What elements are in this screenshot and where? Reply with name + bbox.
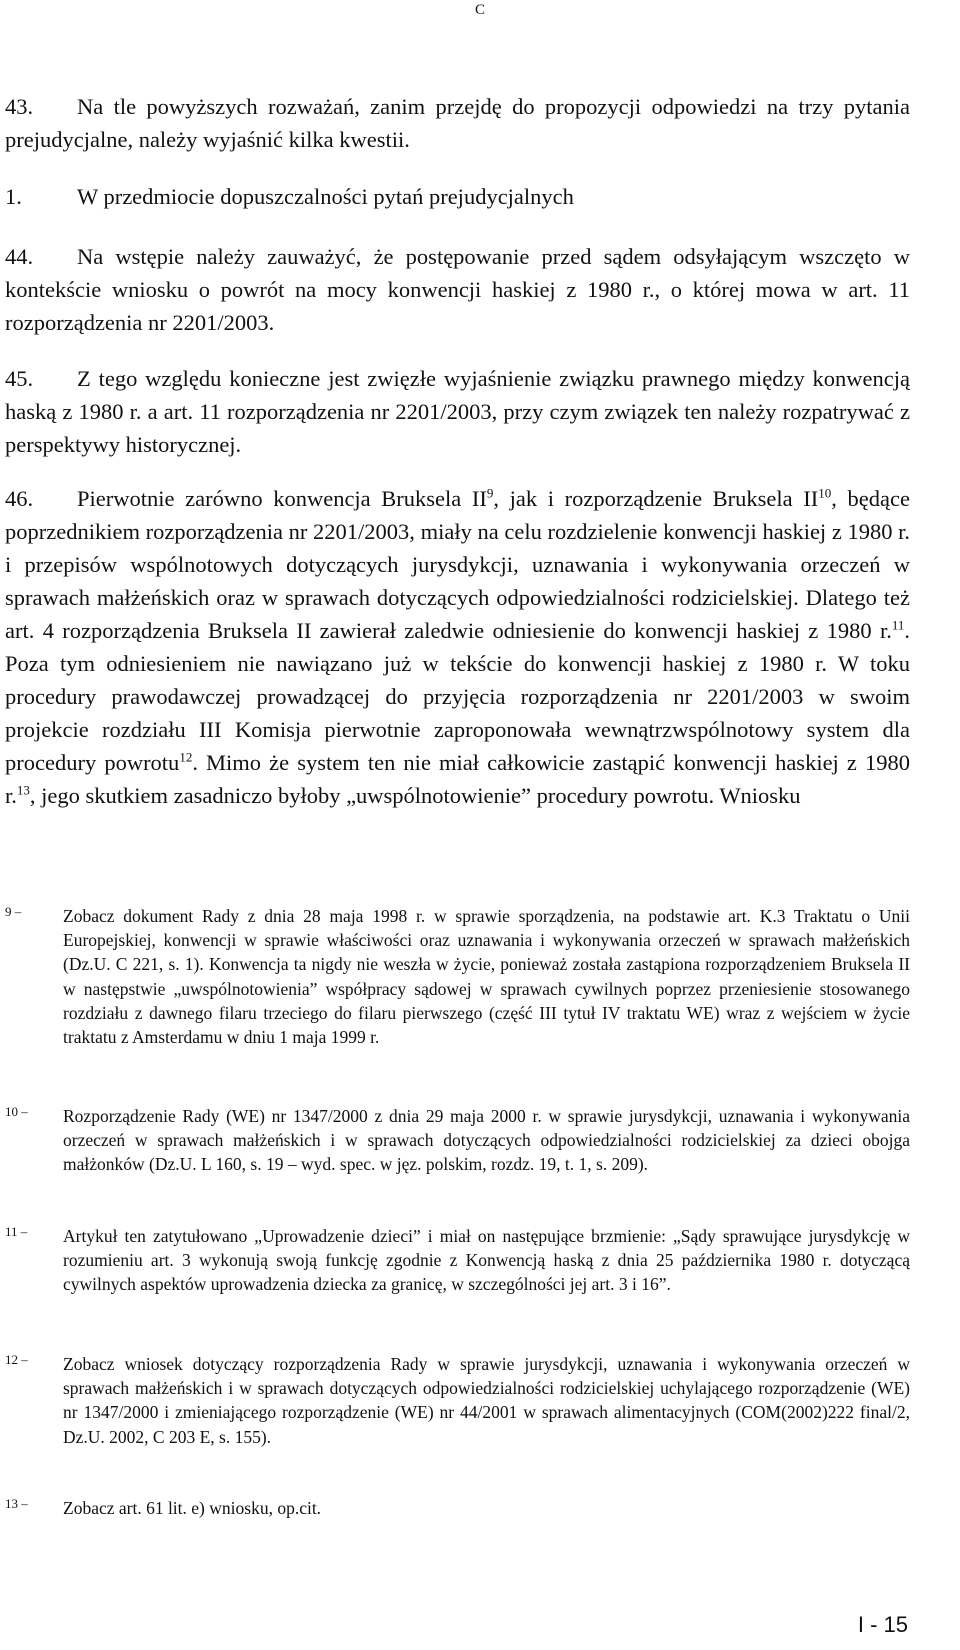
footnote-ref-12[interactable]: 12: [179, 749, 193, 765]
page-number: I - 15: [857, 1612, 908, 1637]
footnote-9: [5, 904, 910, 1049]
paragraph-43: [5, 90, 910, 156]
paragraph-text: Na wstępie należy zauważyć, że postępowanie przed sądem odsyłającym wszczęto w kontekście wniosku o powrót na mocy konwencji haskiej z 1980 r., o której mowa w art. 11 rozporządzenia nr 2201/2003.: [5, 244, 910, 335]
footnote-mark: 10 –: [5, 1104, 28, 1119]
footnote-ref-10[interactable]: 10: [818, 485, 832, 501]
footnote-ref-9[interactable]: 9: [486, 485, 494, 501]
paragraph-text: Pierwotnie zarówno konwencja Bruksela II: [77, 486, 487, 511]
paragraph-number: 46.: [5, 486, 34, 511]
footnote-mark: 13 –: [5, 1496, 28, 1511]
footnote-mark: 9 –: [5, 904, 22, 919]
paragraph-text: Na tle powyższych rozważań, zanim przejdę do propozycji odpowiedzi na trzy pytania prejudycjalne, należy wyjaśnić kilka kwestii.: [5, 94, 910, 152]
paragraph-number: 45.: [5, 366, 34, 391]
footnote-13: [5, 1496, 910, 1520]
footnote-11: [5, 1224, 910, 1297]
footnote-ref-11[interactable]: 11: [891, 617, 905, 633]
section-heading-1: [5, 180, 910, 213]
footnote-text: Zobacz wniosek dotyczący rozporządzenia Rady w sprawie jurysdykcji, uznawania i wykonywania orzeczeń w sprawach małżeńskich i w sprawach dotyczących odpowiedzialności rodzicielskiej uchylającego rozporządzenie (WE) nr 1347/2000 i zmieniającego rozporządzenie (WE) nr 44/2001 w sprawach alimentacyjnych (COM(2002)222 final/2, Dz.U. 2002, C 203 E, s. 155).: [63, 1354, 910, 1447]
paragraph-text: , będące poprzednikiem rozporządzenia nr 2201/2003, miały na celu rozdzielenie konwencji haskiej z 1980 r. i przepisów wspólnotowych dotyczących jurysdykcji, uznawania i wykonywania orzeczeń w sprawach małżeńskich oraz w sprawach dotyczących odpowiedzialności rodzicielskiej. Dlatego też art. 4 rozporządzenia Bruksela II zawierał zaledwie odniesienie do konwencji haskiej z 1980 r.: [5, 486, 910, 643]
paragraph-number: 43.: [5, 94, 34, 119]
footnote-ref-13[interactable]: 13: [16, 782, 30, 798]
footnote-mark: 12 –: [5, 1352, 28, 1367]
footnote-text: Artykuł ten zatytułowano „Uprowadzenie dzieci” i miał on następujące brzmienie: „Sądy sprawujące jurysdykcję w rozumieniu art. 3 wykonują swoją funkcję zgodnie z Konwencją haską z dnia 25 października 1980 r. dotyczącą cywilnych aspektów uprowadzenia dziecka za granicę, w szczególności jej art. 3 i 16”.: [63, 1226, 910, 1295]
footnote-10: [5, 1104, 910, 1177]
footnote-text: Rozporządzenie Rady (WE) nr 1347/2000 z dnia 29 maja 2000 r. w sprawie jurysdykcji, uznawania i wykonywania orzeczeń w sprawach małżeńskich i w sprawach dotyczących odpowiedzialności rodzicielskiej za dzieci obojga małżonków (Dz.U. L 160, s. 19 – wyd. spec. w jęz. polskim, rozdz. 19, t. 1, s. 209).: [63, 1106, 910, 1175]
footnote-text: Zobacz dokument Rady z dnia 28 maja 1998 r. w sprawie sporządzenia, na podstawie art. K.3 Traktatu o Unii Europejskiej, konwencji w sprawie właściwości oraz uznawania i wykonywania orzeczeń w sprawach małżeńskich (Dz.U. C 221, s. 1). Konwencja ta nigdy nie weszła w życie, ponieważ została zastąpiona rozporządzeniem Bruksela II w następstwie „uwspólnotowienia” współpracy sądowej w sprawach cywilnych poprzez przeniesienie stosowanego rozdziału z dawnego filaru trzeciego do filaru pierwszego (część III tytuł IV traktatu WE) wraz z wejściem w życie traktatu z Amsterdamu w dniu 1 maja 1999 r.: [63, 906, 910, 1048]
paragraph-text: , jego skutkiem zasadniczo byłoby „uwspólnotowienie” procedury powrotu. Wniosku: [29, 783, 801, 808]
section-number: 1.: [5, 184, 22, 209]
paragraph-44: [5, 240, 910, 339]
footnote-12: [5, 1352, 910, 1449]
paragraph-text: Z tego względu konieczne jest zwięzłe wyjaśnienie związku prawnego między konwencją haską z 1980 r. a art. 11 rozporządzenia nr 2201/2003, przy czym związek ten należy rozpatrywać z perspektywy historycznej.: [5, 366, 910, 457]
footnote-text: Zobacz art. 61 lit. e) wniosku, op.cit.: [63, 1498, 322, 1518]
paragraph-text: . Mimo że system ten nie miał całkowicie zastąpić konwencji haskiej z 1980 r.: [5, 750, 911, 808]
page-header-letter: C: [474, 2, 485, 18]
paragraph-text: , jak i rozporządzenie Bruksela II: [493, 486, 819, 511]
footnote-mark: 11 –: [5, 1224, 28, 1239]
section-title: W przedmiocie dopuszczalności pytań prejudycjalnych: [77, 184, 574, 209]
paragraph-number: 44.: [5, 244, 34, 269]
paragraph-46: [5, 482, 910, 812]
paragraph-text: . Poza tym odniesieniem nie nawiązano już w tekście do konwencji haskiej z 1980 r. W toku procedury prawodawczej prowadzącej do przyjęcia rozporządzenia nr 2201/2003 w swoim projekcie rozdziału III Komisja pierwotnie zaproponowała wewnątrzwspólnotowy system dla procedury powrotu: [5, 618, 910, 775]
paragraph-45: [5, 362, 910, 461]
